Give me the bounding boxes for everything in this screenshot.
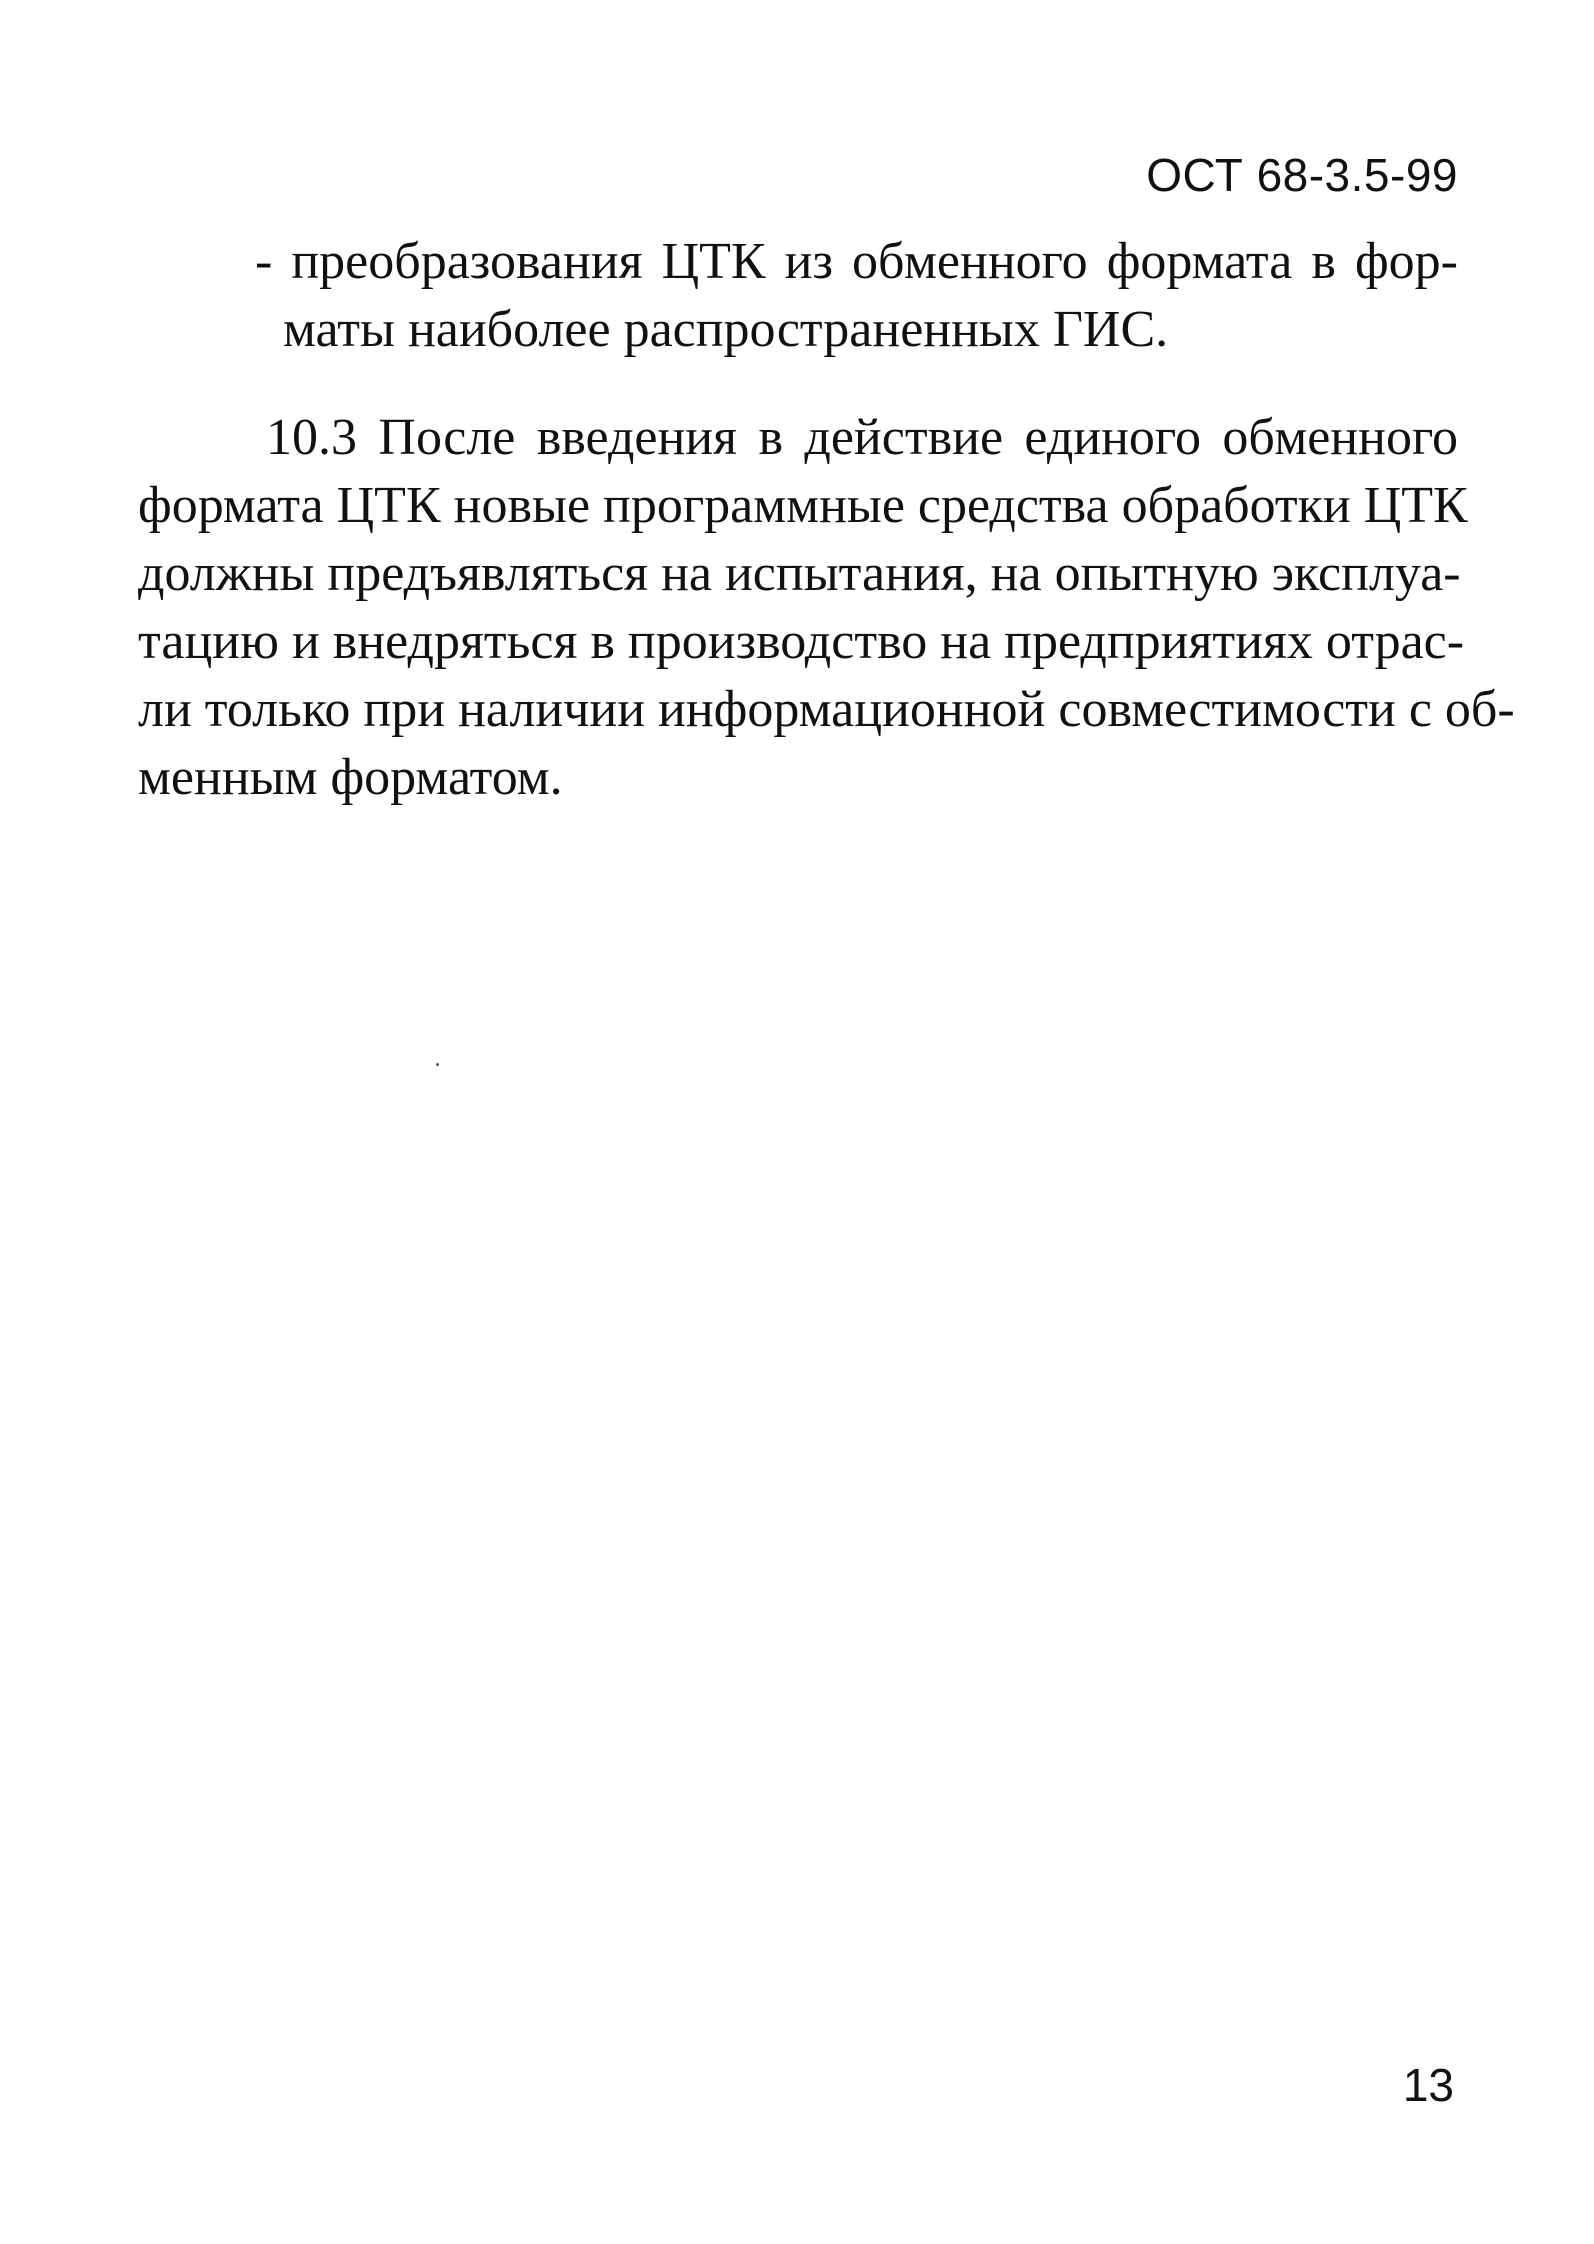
paragraph-line: формата ЦТК новые программные средства обработки ЦТК: [138, 477, 1468, 534]
bullet-line: маты наиболее распространенных ГИС.: [283, 301, 1169, 358]
page-number: 13: [1402, 2059, 1454, 2111]
paragraph-line: должны предъявляться на испытания, на опытную эксплуа-: [138, 545, 1461, 602]
paragraph-line: ли только при наличии информационной совместимости с об-: [138, 681, 1515, 738]
paragraph-line: менным форматом.: [138, 749, 563, 806]
scan-speck: [436, 1063, 439, 1066]
bullet-line: - преобразования ЦТК из обменного формата в фор-: [255, 233, 1458, 290]
paragraph-line: тацию и внедряться в производство на предприятиях отрас-: [138, 613, 1465, 670]
paragraph-line: 10.3 После введения в действие единого обменного: [266, 409, 1458, 466]
document-code: ОСТ 68-3.5-99: [1146, 149, 1458, 201]
